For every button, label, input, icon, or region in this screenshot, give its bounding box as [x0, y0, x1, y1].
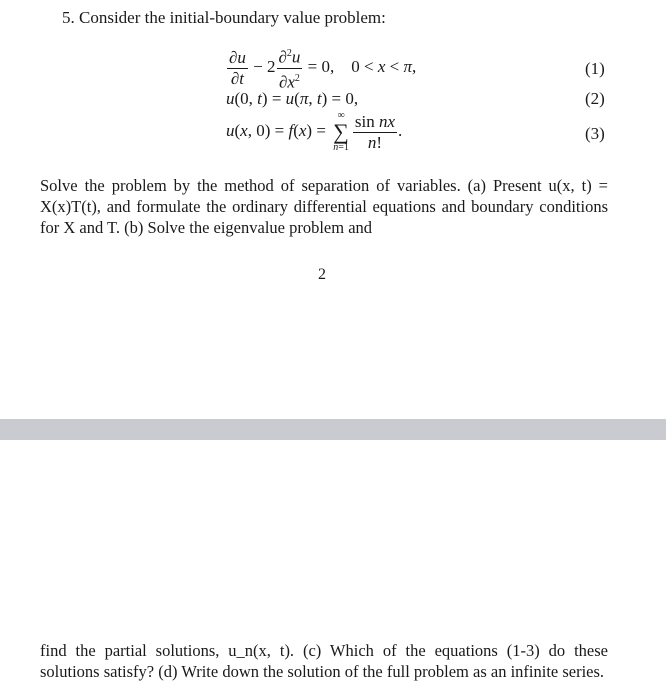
equation-3-number: (3) [585, 124, 605, 143]
question-header [62, 8, 386, 28]
page-number: 2 [318, 266, 326, 283]
summation-symbol: ∞ ∑ n=1 [333, 110, 349, 153]
equation-2: u(0, t) = u(π, t) = 0, [226, 89, 359, 108]
equation-3: u(x, 0) = f(x) = ∞ ∑ n=1 $\frac{\text{sin nx}}{n!}$ . [226, 110, 403, 153]
paragraph-instructions-part1: Solve the problem by the method of separation of variables. (a) Present u(x, t) = X(x)T(t), and formulate the ordinary differential equations and boundary conditions for X and T. (b) Solve the eigenvalue problem and [40, 176, 608, 237]
series-term-fraction: $\frac{\text{sin nx}}{n!}$ [354, 111, 395, 152]
page-break-separator [0, 419, 666, 440]
question-prompt: Consider the initial-boundary value problem: [79, 8, 386, 27]
question-number: 5. [62, 8, 75, 27]
equation-2-number: (2) [585, 89, 605, 108]
du-dt-fraction: $\frac{\partial u}{\partial t}$ [229, 47, 246, 88]
equation-1: $\frac{\partial u}{\partial t}$ − 2 $\frac{\partial^2u}{\partial x^2}$ = 0, 0 < x < π, [226, 44, 416, 92]
equation-1-number: (1) [585, 59, 605, 78]
paragraph-instructions-part2: find the partial solutions, u_n(x, t). (c) Which of the equations (1-3) do these solutions satisfy? (d) Write down the solution of the full problem as an infinite series. [40, 641, 608, 681]
d2u-dx2-fraction: $\frac{\partial^2u}{\partial x^2}$ [277, 44, 303, 92]
